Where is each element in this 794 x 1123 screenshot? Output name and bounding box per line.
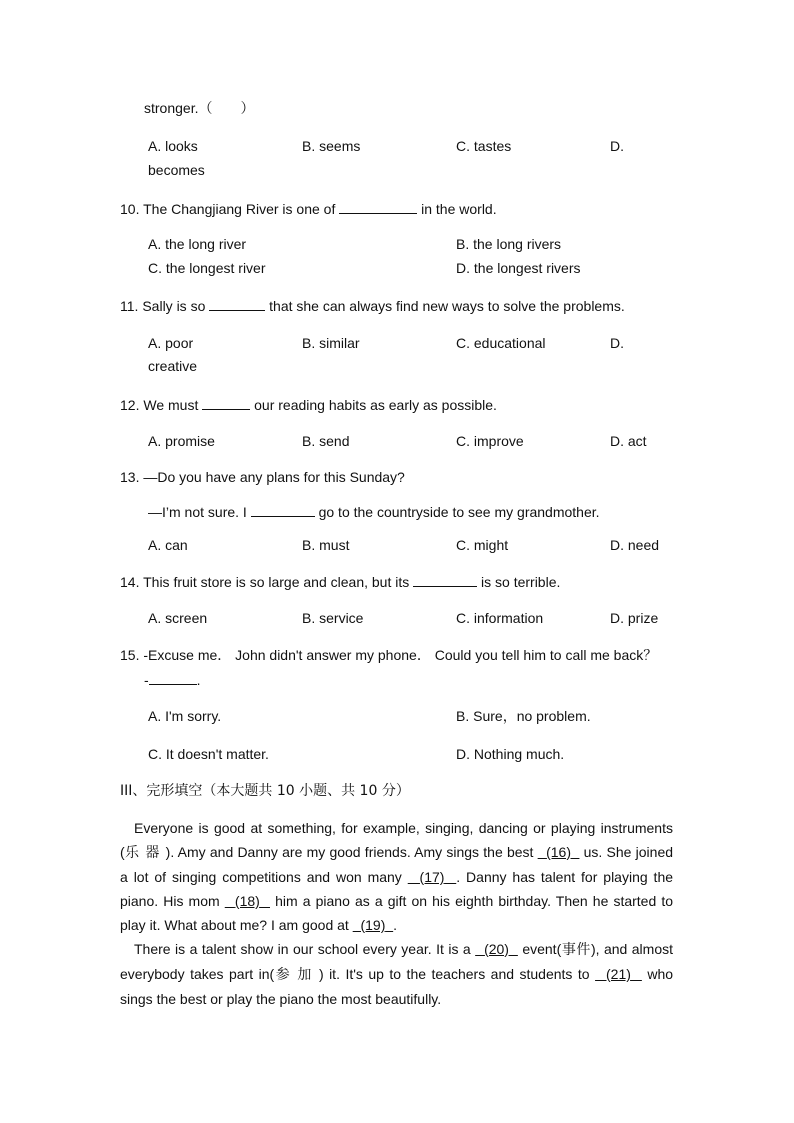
passage-text: 参加 bbox=[274, 967, 319, 983]
q9-option-a: A. looks bbox=[148, 138, 198, 154]
question-number: 14. bbox=[120, 574, 140, 590]
question-stem-pre: —I’m not sure. I bbox=[148, 504, 247, 520]
passage-text: . bbox=[393, 917, 398, 933]
q9-option-d-text: becomes bbox=[148, 162, 205, 178]
q11-option-a: A. poor bbox=[148, 335, 194, 351]
question-number: 13. bbox=[120, 469, 140, 485]
blank-number: (20) bbox=[484, 941, 509, 957]
q11-option-d-text: creative bbox=[148, 358, 198, 374]
q15-option-d: D. Nothing much. bbox=[456, 746, 565, 762]
question-stem-post: go to the countryside to see my grandmother. bbox=[318, 504, 600, 520]
q13-option-a: A. can bbox=[148, 537, 188, 553]
blank-20 bbox=[475, 941, 518, 957]
q13-option-b: B. must bbox=[302, 537, 350, 553]
q10-option-b: B. the long rivers bbox=[456, 236, 562, 252]
cloze-passage bbox=[120, 816, 673, 1011]
question-14 bbox=[120, 574, 560, 589]
passage-paragraph-2 bbox=[120, 937, 673, 1011]
question-stem-post: our reading habits as early as possible. bbox=[254, 397, 497, 413]
q9-option-d: D. bbox=[610, 138, 624, 154]
question-stem-post: is so terrible. bbox=[481, 574, 561, 590]
blank-number: (18) bbox=[234, 893, 260, 909]
question-11 bbox=[120, 298, 625, 313]
question-12 bbox=[120, 397, 497, 412]
dialogue-line-1: —Do you have any plans for this Sunday? bbox=[143, 469, 405, 485]
q11-option-c: C. educational bbox=[456, 335, 546, 351]
q11-option-d: D. bbox=[610, 335, 624, 351]
passage-text: 乐器 bbox=[124, 845, 166, 861]
blank-19 bbox=[353, 917, 393, 933]
blank-21 bbox=[595, 966, 642, 982]
blank-16 bbox=[538, 844, 580, 860]
question-stem-pre: We must bbox=[143, 397, 199, 413]
blank-number: (21) bbox=[606, 966, 631, 982]
q15-option-a: A. I'm sorry. bbox=[148, 708, 222, 724]
q13-option-c: C. might bbox=[456, 537, 509, 553]
question-number: 10. bbox=[120, 201, 140, 217]
q13-dialogue-line-2 bbox=[148, 504, 600, 519]
question-stem-pre: The Changjiang River is one of bbox=[143, 201, 336, 217]
question-stem-pre: Sally is so bbox=[142, 298, 206, 314]
answer-blank bbox=[413, 574, 477, 587]
q9-option-b: B. seems bbox=[302, 138, 361, 154]
question-number: 11. bbox=[120, 298, 139, 314]
dash: - bbox=[144, 672, 149, 688]
passage-text: ), and almost everybody takes part in( bbox=[120, 941, 674, 982]
question-stem-post: that she can always find new ways to solve the problems. bbox=[269, 298, 625, 314]
passage-paragraph-1 bbox=[120, 816, 673, 937]
question-stem-pre: This fruit store is so large and clean, but its bbox=[143, 574, 410, 590]
q13-option-d: D. need bbox=[610, 537, 660, 553]
q14-option-d: D. prize bbox=[610, 610, 659, 626]
answer-blank bbox=[339, 201, 417, 214]
answer-blank bbox=[209, 298, 265, 311]
question-10 bbox=[120, 201, 497, 216]
q10-option-c: C. the longest river bbox=[148, 260, 266, 276]
passage-text: us. She joined a lot of singing competitions and won many bbox=[120, 844, 674, 885]
q9-tail: stronger.（ ） bbox=[144, 100, 255, 116]
dialogue-line-1: -Excuse me． John didn't answer my phone． Could you tell him to call me back？ bbox=[143, 647, 658, 663]
q10-option-a: A. the long river bbox=[148, 236, 247, 252]
passage-text: Everyone is good at something, for example, singing, dancing or playing instruments ( bbox=[120, 820, 673, 860]
question-15 bbox=[120, 648, 657, 662]
q14-option-b: B. service bbox=[302, 610, 364, 626]
question-number: 15. bbox=[120, 647, 140, 663]
answer-blank bbox=[202, 397, 250, 410]
q14-option-c: C. information bbox=[456, 610, 544, 626]
blank-number: (16) bbox=[546, 844, 571, 860]
passage-text: who sings the best or play the piano the most beautifully. bbox=[120, 966, 674, 1007]
q11-option-b: B. similar bbox=[302, 335, 360, 351]
q9-option-c: C. tastes bbox=[456, 138, 512, 154]
passage-text: . Danny has talent for playing the piano. His mom bbox=[120, 869, 674, 909]
question-stem-post: in the world. bbox=[421, 201, 497, 217]
blank-number: (19) bbox=[360, 917, 386, 933]
passage-text: ) it. It's up to the teachers and students to bbox=[318, 966, 590, 982]
q12-option-d: D. act bbox=[610, 433, 647, 449]
q14-option-a: A. screen bbox=[148, 610, 208, 626]
passage-text: event( bbox=[522, 941, 562, 957]
passage-text: 事件 bbox=[561, 942, 591, 958]
passage-text: ). Amy and Danny are my good friends. Amy sings the best bbox=[165, 844, 534, 860]
answer-blank bbox=[149, 672, 197, 685]
q12-option-c: C. improve bbox=[456, 433, 524, 449]
blank-number: (17) bbox=[419, 869, 445, 885]
blank-17 bbox=[408, 869, 457, 885]
question-number: 12. bbox=[120, 397, 140, 413]
section-heading: III、完形填空（本大题共 10 小题、共 10 分） bbox=[120, 783, 410, 799]
answer-blank bbox=[251, 504, 315, 517]
q15-dialogue-line-2 bbox=[144, 672, 201, 687]
q10-option-d: D. the longest rivers bbox=[456, 260, 581, 276]
blank-18 bbox=[225, 893, 270, 909]
passage-text: There is a talent show in our school every year. It is a bbox=[134, 941, 471, 957]
period: . bbox=[196, 672, 201, 688]
passage-text: him a piano as a gift on his eighth birthday. Then he started to play it. What about me? I am good at bbox=[120, 893, 674, 933]
q12-option-b: B. send bbox=[302, 433, 350, 449]
q15-option-b: B. Sure，no problem. bbox=[456, 708, 591, 724]
question-13 bbox=[120, 470, 405, 484]
q12-option-a: A. promise bbox=[148, 433, 215, 449]
q15-option-c: C. It doesn't matter. bbox=[148, 746, 269, 762]
